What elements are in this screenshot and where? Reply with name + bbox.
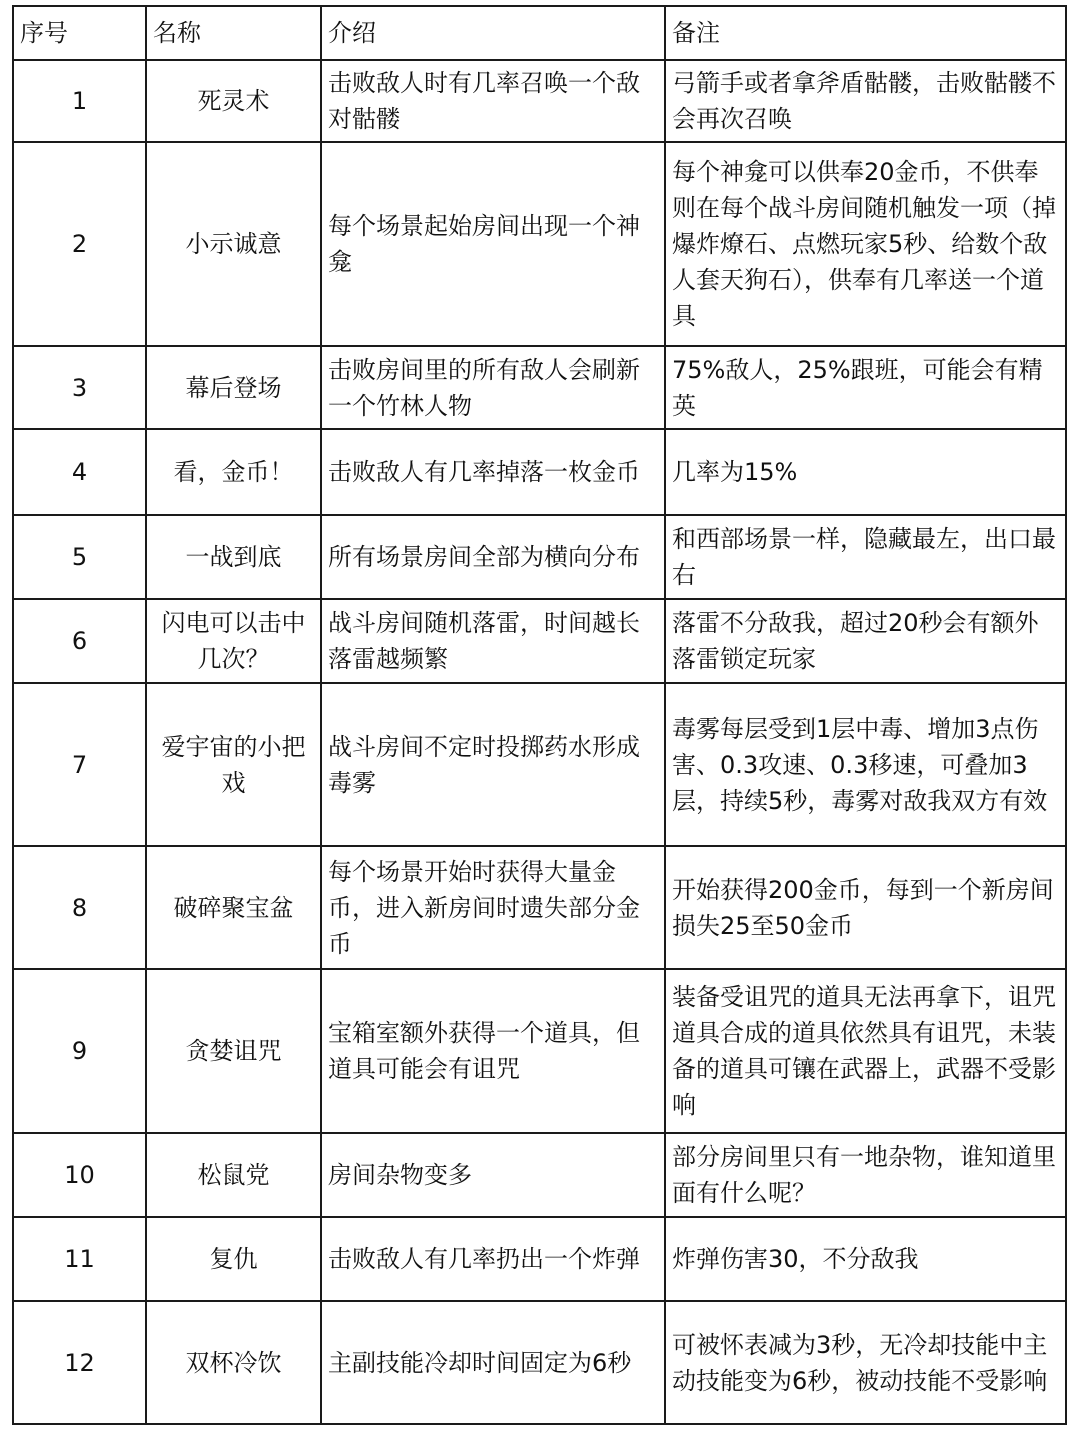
header-note: 备注 xyxy=(665,6,1066,60)
cell-no: 5 xyxy=(13,515,146,599)
cell-note: 落雷不分敌我，超过20秒会有额外落雷锁定玩家 xyxy=(665,599,1066,683)
table-row xyxy=(13,599,1066,683)
cell-no: 11 xyxy=(13,1217,146,1301)
table-row xyxy=(13,683,1066,846)
cell-no: 6 xyxy=(13,599,146,683)
cell-note: 和西部场景一样，隐藏最左，出口最右 xyxy=(665,515,1066,599)
cell-no: 4 xyxy=(13,429,146,515)
cell-note: 开始获得200金币，每到一个新房间损失25至50金币 xyxy=(665,846,1066,969)
cell-desc: 所有场景房间全部为横向分布 xyxy=(321,515,665,599)
modifier-table xyxy=(12,5,1067,1425)
table-row xyxy=(13,429,1066,515)
table-row xyxy=(13,1133,1066,1217)
cell-desc: 战斗房间不定时投掷药水形成毒雾 xyxy=(321,683,665,846)
cell-name: 死灵术 xyxy=(146,60,321,142)
cell-note: 毒雾每层受到1层中毒、增加3点伤害、0.3攻速、0.3移速，可叠加3层，持续5秒，毒雾对敌我双方有效 xyxy=(665,683,1066,846)
cell-note: 弓箭手或者拿斧盾骷髅，击败骷髅不会再次召唤 xyxy=(665,60,1066,142)
cell-desc: 主副技能冷却时间固定为6秒 xyxy=(321,1301,665,1424)
cell-name: 一战到底 xyxy=(146,515,321,599)
table-row xyxy=(13,1217,1066,1301)
table-row xyxy=(13,515,1066,599)
cell-name: 复仇 xyxy=(146,1217,321,1301)
cell-note: 可被怀表减为3秒，无冷却技能中主动技能变为6秒，被动技能不受影响 xyxy=(665,1301,1066,1424)
cell-name: 看，金币！ xyxy=(146,429,321,515)
cell-name: 闪电可以击中几次？ xyxy=(146,599,321,683)
cell-desc: 战斗房间随机落雷，时间越长落雷越频繁 xyxy=(321,599,665,683)
table-row xyxy=(13,846,1066,969)
cell-desc: 宝箱室额外获得一个道具，但道具可能会有诅咒 xyxy=(321,969,665,1133)
cell-note: 75%敌人，25%跟班，可能会有精英 xyxy=(665,346,1066,429)
cell-desc: 每个场景开始时获得大量金币，进入新房间时遗失部分金币 xyxy=(321,846,665,969)
cell-name: 贪婪诅咒 xyxy=(146,969,321,1133)
cell-desc: 击败敌人有几率扔出一个炸弹 xyxy=(321,1217,665,1301)
table-row xyxy=(13,1301,1066,1424)
header-no: 序号 xyxy=(13,6,146,60)
table-row xyxy=(13,142,1066,346)
cell-no: 2 xyxy=(13,142,146,346)
cell-note: 装备受诅咒的道具无法再拿下，诅咒道具合成的道具依然具有诅咒，未装备的道具可镶在武器上，武器不受影响 xyxy=(665,969,1066,1133)
cell-desc: 每个场景起始房间出现一个神龛 xyxy=(321,142,665,346)
cell-name: 小示诚意 xyxy=(146,142,321,346)
cell-note: 每个神龛可以供奉20金币，不供奉则在每个战斗房间随机触发一项（掉爆炸燎石、点燃玩家5秒、给数个敌人套天狗石），供奉有几率送一个道具 xyxy=(665,142,1066,346)
cell-desc: 击败房间里的所有敌人会刷新一个竹林人物 xyxy=(321,346,665,429)
cell-note: 部分房间里只有一地杂物，谁知道里面有什么呢？ xyxy=(665,1133,1066,1217)
cell-desc: 房间杂物变多 xyxy=(321,1133,665,1217)
cell-name: 双杯冷饮 xyxy=(146,1301,321,1424)
cell-note: 炸弹伤害30，不分敌我 xyxy=(665,1217,1066,1301)
cell-name: 爱宇宙的小把戏 xyxy=(146,683,321,846)
cell-no: 9 xyxy=(13,969,146,1133)
cell-no: 10 xyxy=(13,1133,146,1217)
cell-name: 破碎聚宝盆 xyxy=(146,846,321,969)
cell-name: 幕后登场 xyxy=(146,346,321,429)
table-row xyxy=(13,969,1066,1133)
cell-no: 3 xyxy=(13,346,146,429)
cell-no: 8 xyxy=(13,846,146,969)
cell-name: 松鼠党 xyxy=(146,1133,321,1217)
cell-no: 1 xyxy=(13,60,146,142)
cell-desc: 击败敌人时有几率召唤一个敌对骷髅 xyxy=(321,60,665,142)
table-row xyxy=(13,60,1066,142)
header-name: 名称 xyxy=(146,6,321,60)
table-row xyxy=(13,346,1066,429)
header-row xyxy=(13,6,1066,60)
cell-desc: 击败敌人有几率掉落一枚金币 xyxy=(321,429,665,515)
header-desc: 介绍 xyxy=(321,6,665,60)
cell-note: 几率为15% xyxy=(665,429,1066,515)
cell-no: 7 xyxy=(13,683,146,846)
cell-no: 12 xyxy=(13,1301,146,1424)
